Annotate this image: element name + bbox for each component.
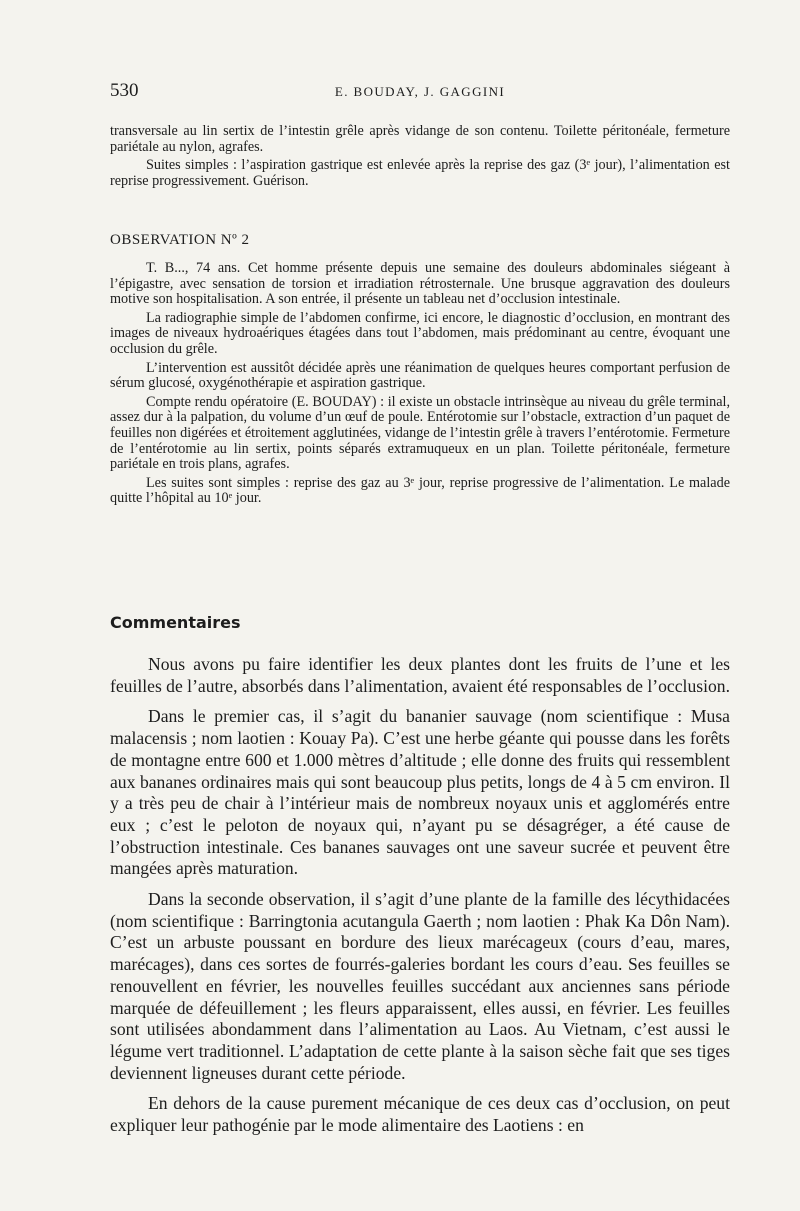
page-header (110, 80, 730, 108)
observation-title: OBSERVATION Nº 2 (110, 232, 250, 248)
running-head: E. BOUDAY, J. GAGGINI (334, 84, 506, 99)
page-number: 530 (110, 80, 139, 101)
paragraph: La radiographie simple de l’abdomen confirme, ici encore, le diagnostic d’occlusion, en montrant des images de niveaux hydroaériques étagées dans tout l’abdomen, mais prédominant au centre, évoquant une occlusion du grêle. (110, 309, 730, 357)
paragraph: transversale au lin sertix de l’intestin grêle après vidange de son contenu. Toilette péritonéale, fermeture pariétale au nylon, agrafes. (110, 123, 730, 155)
paragraph: Dans la seconde observation, il s’agit d’une plante de la famille des lécythidacées (nom scientifique : Barringtonia acutangula Gaerth ; nom laotien : Phak Ka Dôn Nam). C’est un arbuste poussant en bordure des lieux marécageux (cours d’eau, mares, marécages), dans ces sortes de fourrés-galeries bordant les cours d’eau. Ses feuilles se renouvellent en février, les nouvelles feuilles succédant aux anciennes sans période marquée de défeuillement ; les fleurs apparaissent, elles aussi, en février. Les feuilles sont utilisées abondamment dans l’alimentation au Laos. Au Vietnam, c’est aussi le légume vert traditionnel. L’adaptation de cette plante à la saison sèche fait que ses tiges deviennent ligneuses durant cette période. (110, 889, 730, 1083)
paragraph: Compte rendu opératoire (E. BOUDAY) : il existe un obstacle intrinsèque au niveau du grêle terminal, assez dur à la palpation, du volume d’un œuf de poule. Entérotomie sur l’obstacle, extraction d’un paquet de feuilles non digérées et étroitement agglutinées, vidange de l’intestin grêle à travers l’entérotomie. Fermeture de l’entérotomie au lin sertix, points séparés extramuqueux en un plan. Toilette péritonéale, fermeture pariétale en trois plans, agrafes. (110, 393, 730, 473)
paragraph: En dehors de la cause purement mécanique de ces deux cas d’occlusion, on peut expliquer leur pathogénie par le mode alimentaire des Laotiens : en (110, 1093, 730, 1136)
paragraph: Suites simples : l’aspiration gastrique est enlevée après la reprise des gaz (3ᵉ jour), l’alimentation est reprise progressivement. Guérison. (110, 157, 730, 189)
paragraph: T. B..., 74 ans. Cet homme présente depuis une semaine des douleurs abdominales siégeant à l’épigastre, avec sensation de torsion et irradiation rétrosternale. Une brusque aggravation des douleurs motive son hospitalisation. A son entrée, il présente un tableau net d’occlusion intestinale. (110, 260, 730, 308)
continued-observation (110, 124, 730, 192)
paragraph: Nous avons pu faire identifier les deux plantes dont les fruits de l’une et les feuilles de l’autre, absorbés dans l’alimentation, avaient été responsables de l’occlusion. (110, 654, 730, 696)
paragraph: L’intervention est aussitôt décidée après une réanimation de quelques heures comportant perfusion de sérum glucosé, oxygénothérapie et aspiration gastrique. (110, 359, 730, 392)
paragraph: Les suites sont simples : reprise des gaz au 3ᵉ jour, reprise progressive de l’alimentation. Le malade quitte l’hôpital au 10ᵉ jour. (110, 474, 730, 507)
section-title: Commentaires (110, 613, 241, 632)
paragraph: Dans le premier cas, il s’agit du bananier sauvage (nom scientifique : Musa malacensis ; nom laotien : Kouay Pa). C’est une herbe géante qui pousse dans les forêts de montagne entre 600 et 1.000 mètres d’altitude ; elle donne des fruits qui ressemblent aux bananes ordinaires mais qui sont beaucoup plus petits, longs de 4 à 5 cm environ. Il y a très peu de chair à l’intérieur mais de nombreux noyaux unis et agglomérés entre eux ; c’est le peloton de noyaux qui, n’ayant pu se désagréger, a été cause de l’obstruction intestinale. Ces bananes sauvages ont une saveur sucrée et peuvent être mangées après maturation. (110, 706, 730, 879)
commentaires-body (110, 654, 730, 1146)
observation-body (110, 261, 730, 510)
